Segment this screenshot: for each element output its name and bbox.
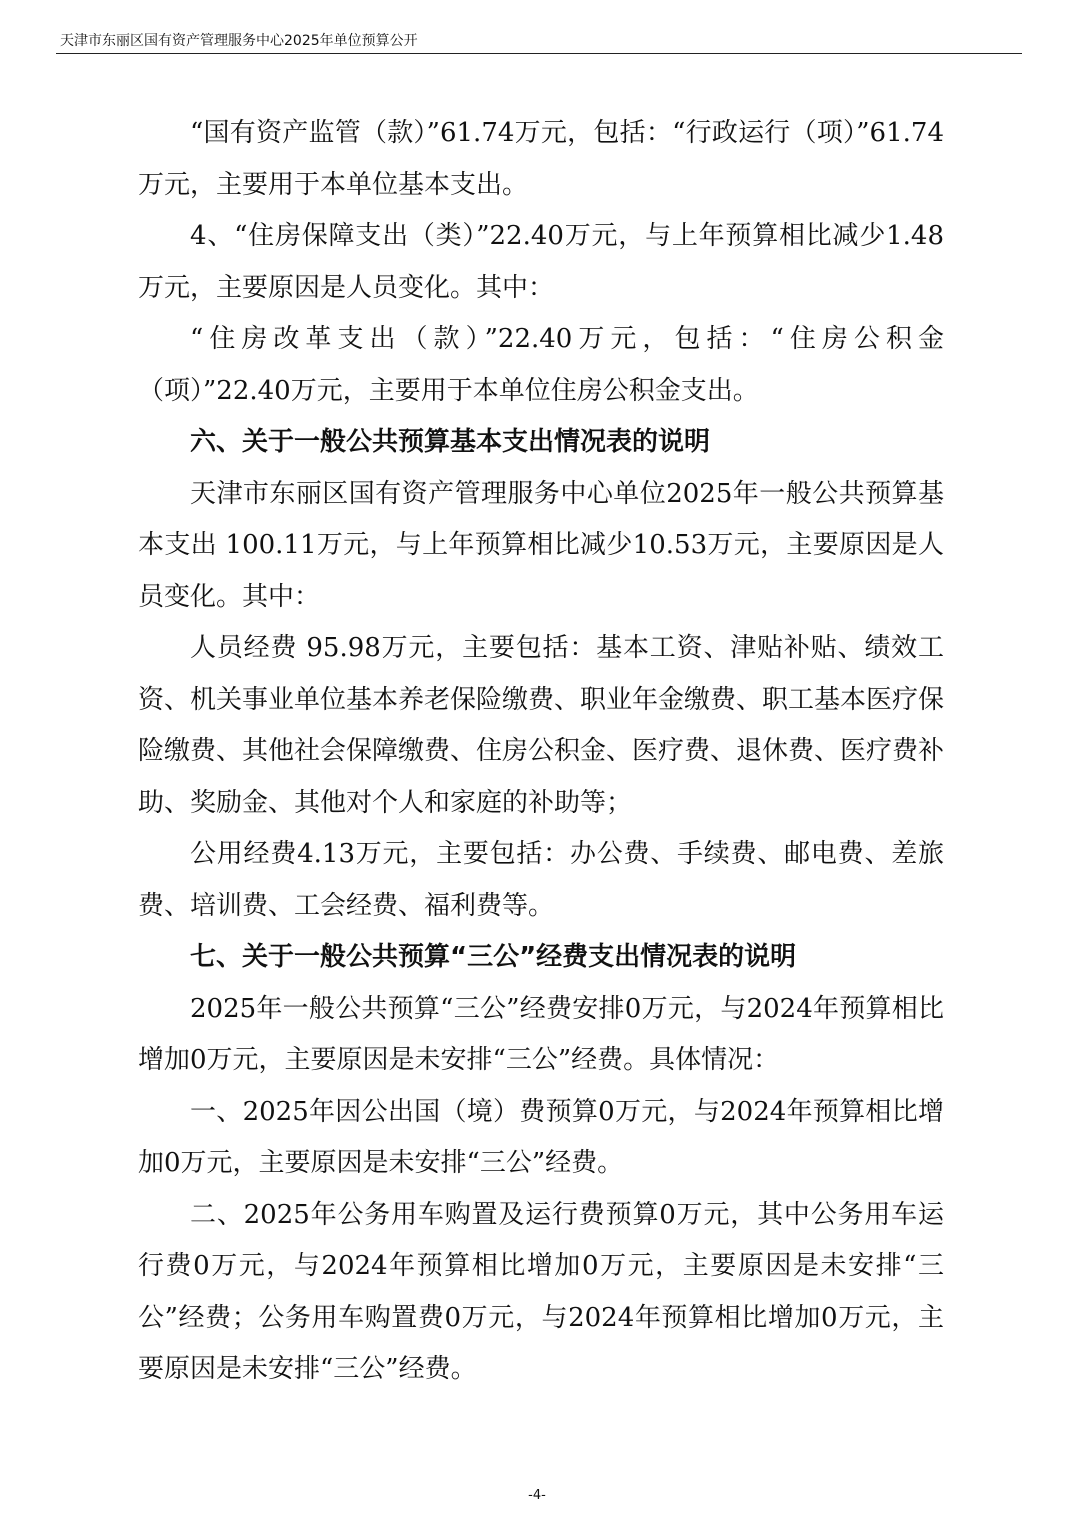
paragraph-official-vehicles: 二、2025年公务用车购置及运行费预算0万元，其中公务用车运行费0万元，与2024年预算相比增加0万元，主要原因是未安排“三公”经费；公务用车购置费0万元，与2024年预算相比增加0万元，主要原因是未安排“三公”经费。 — [138, 1199, 944, 1384]
paragraph-housing-reform: “住房改革支出（款）”22.40万元，包括：“住房公积金（项）”22.40万元，主要用于本单位住房公积金支出。 — [138, 324, 944, 406]
paragraph-housing-security: 4、“住房保障支出（类）”22.40万元，与上年预算相比减少1.48万元，主要原因是人员变化。其中： — [138, 221, 944, 303]
section-heading-6: 六、关于一般公共预算基本支出情况表的说明 — [190, 427, 711, 457]
page-number: -4- — [528, 1488, 546, 1503]
paragraph-state-asset-supervision: “国有资产监管（款）”61.74万元，包括：“行政运行（项）”61.74万元，主要用于本单位基本支出。 — [138, 118, 944, 200]
section-heading-7: 七、关于一般公共预算“三公”经费支出情况表的说明 — [190, 942, 797, 972]
paragraph-three-public-overview: 2025年一般公共预算“三公”经费安排0万元，与2024年预算相比增加0万元，主要原因是未安排“三公”经费。具体情况： — [138, 993, 944, 1075]
page-header-title: 天津市东丽区国有资产管理服务中心2025年单位预算公开 — [60, 33, 418, 49]
paragraph-basic-expenditure: 天津市东丽区国有资产管理服务中心单位2025年一般公共预算基本支出 100.11万元，与上年预算相比减少10.53万元，主要原因是人员变化。其中： — [138, 478, 944, 612]
header-divider — [56, 53, 1022, 54]
paragraph-overseas-travel: 一、2025年因公出国（境）费预算0万元，与2024年预算相比增加0万元，主要原因是未安排“三公”经费。 — [138, 1096, 944, 1178]
document-body — [138, 108, 944, 1396]
paragraph-personnel-expenses: 人员经费 95.98万元，主要包括：基本工资、津贴补贴、绩效工资、机关事业单位基本养老保险缴费、职业年金缴费、职工基本医疗保险缴费、其他社会保障缴费、住房公积金、医疗费、退休费、医疗费补助、奖励金、其他对个人和家庭的补助等； — [138, 633, 945, 818]
paragraph-public-expenses: 公用经费4.13万元，主要包括：办公费、手续费、邮电费、差旅费、培训费、工会经费、福利费等。 — [138, 839, 944, 921]
